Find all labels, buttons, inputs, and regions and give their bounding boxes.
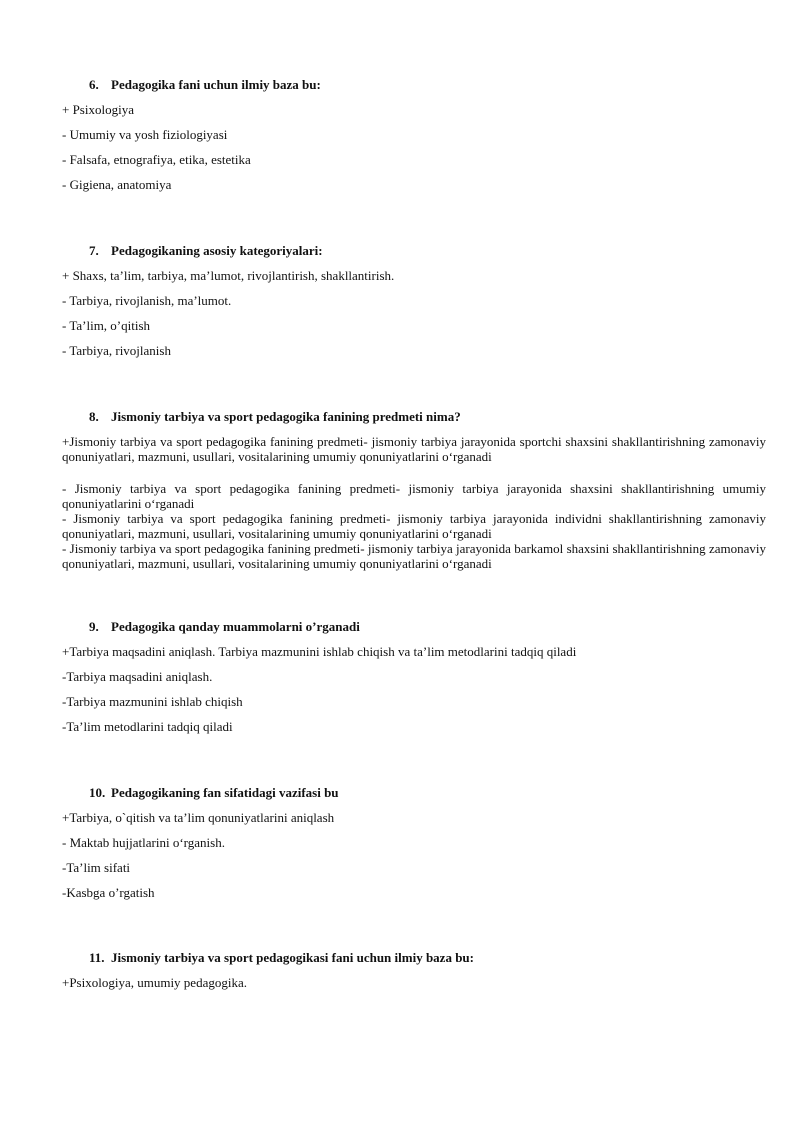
answer-option: - Gigiena, anatomiya <box>62 177 172 192</box>
answer-option: + Psixologiya <box>62 102 134 117</box>
answer-option: +Tarbiya, o`qitish va ta’lim qonuniyatlarini aniqlash <box>62 810 335 825</box>
answer-list <box>62 102 766 193</box>
answer-list <box>62 975 766 991</box>
answer-option: - Maktab hujjatlarini o‘rganish. <box>62 835 225 850</box>
answer-list <box>62 644 766 735</box>
answer-option: + Shaxs, ta’lim, tarbiya, ma’lumot, rivojlantirish, shakllantirish. <box>62 268 395 283</box>
answer-option: +Jismoniy tarbiya va sport pedagogika fanining predmeti- jismoniy tarbiya jarayonida sportchi shaxsini shakllantirishning zamonaviy qonuniyatlari, mazmuni, usullari, vositalarining umumiy qonuniyatlarini o‘rganadi <box>62 434 766 464</box>
answer-option: - Jismoniy tarbiya va sport pedagogika fanining predmeti- jismoniy tarbiya jarayonida individni shakllantirishning zamonaviy qonuniyatlari, mazmuni, usullari, vositalarining umumiy qonuniyatlarini o‘rganadi <box>62 511 766 541</box>
question-10 <box>0 785 800 910</box>
answer-option: -Ta’lim sifati <box>62 860 131 875</box>
answer-option: - Jismoniy tarbiya va sport pedagogika fanining predmeti- jismoniy tarbiya jarayonida shaxsini shakllantirishning umumiy qonuniyatlarini o‘rganadi <box>62 481 766 511</box>
answer-option: - Jismoniy tarbiya va sport pedagogika fanining predmeti- jismoniy tarbiya jarayonida barkamol shaxsini shakllantirishning zamonaviy qonuniyatlari, mazmuni, usullari, vositalarining umumiy qonuniyatlarini o‘rganadi <box>62 541 766 571</box>
question-number: 11. <box>89 950 105 965</box>
question-text: Pedagogikaning asosiy kategoriyalari: <box>111 243 323 258</box>
question-number: 6. <box>89 77 99 92</box>
question-text: Pedagogikaning fan sifatidagi vazifasi bu <box>111 785 339 800</box>
answer-option: +Tarbiya maqsadini aniqlash. Tarbiya mazmunini ishlab chiqish va ta’lim metodlarini tadqiq qiladi <box>62 644 577 659</box>
question-9 <box>0 619 800 744</box>
question-number: 7. <box>89 243 99 258</box>
answer-option: - Umumiy va yosh fiziologiyasi <box>62 127 228 142</box>
question-text: Pedagogika qanday muammolarni o’rganadi <box>111 619 360 634</box>
answer-list <box>62 810 766 901</box>
question-title <box>89 77 800 93</box>
question-text: Jismoniy tarbiya va sport pedagogikasi fani uchun ilmiy baza bu: <box>111 950 474 965</box>
answer-list <box>62 268 766 359</box>
answer-option: - Tarbiya, rivojlanish <box>62 343 171 358</box>
answer-option: -Tarbiya maqsadini aniqlash. <box>62 669 213 684</box>
answer-option: -Tarbiya mazmunini ishlab chiqish <box>62 694 243 709</box>
answer-option: -Ta’lim metodlarini tadqiq qiladi <box>62 719 233 734</box>
question-title <box>89 243 800 259</box>
question-number: 9. <box>89 619 99 634</box>
question-7 <box>0 243 800 368</box>
answer-option: -Kasbga o’rgatish <box>62 885 155 900</box>
question-11 <box>0 950 800 1000</box>
question-number: 8. <box>89 409 99 424</box>
question-number: 10. <box>89 785 106 800</box>
answer-list <box>62 434 766 571</box>
question-text: Jismoniy tarbiya va sport pedagogika fanining predmeti nima? <box>111 409 461 424</box>
question-8 <box>0 409 800 571</box>
question-title <box>89 950 800 966</box>
question-title <box>89 785 800 801</box>
question-6 <box>0 77 800 202</box>
question-title <box>89 619 800 635</box>
answer-option: - Ta’lim, o’qitish <box>62 318 151 333</box>
question-text: Pedagogika fani uchun ilmiy baza bu: <box>111 77 321 92</box>
answer-option: - Falsafa, etnografiya, etika, estetika <box>62 152 251 167</box>
question-title <box>89 409 800 425</box>
answer-option: - Tarbiya, rivojlanish, ma’lumot. <box>62 293 232 308</box>
answer-option: +Psixologiya, umumiy pedagogika. <box>62 975 247 990</box>
